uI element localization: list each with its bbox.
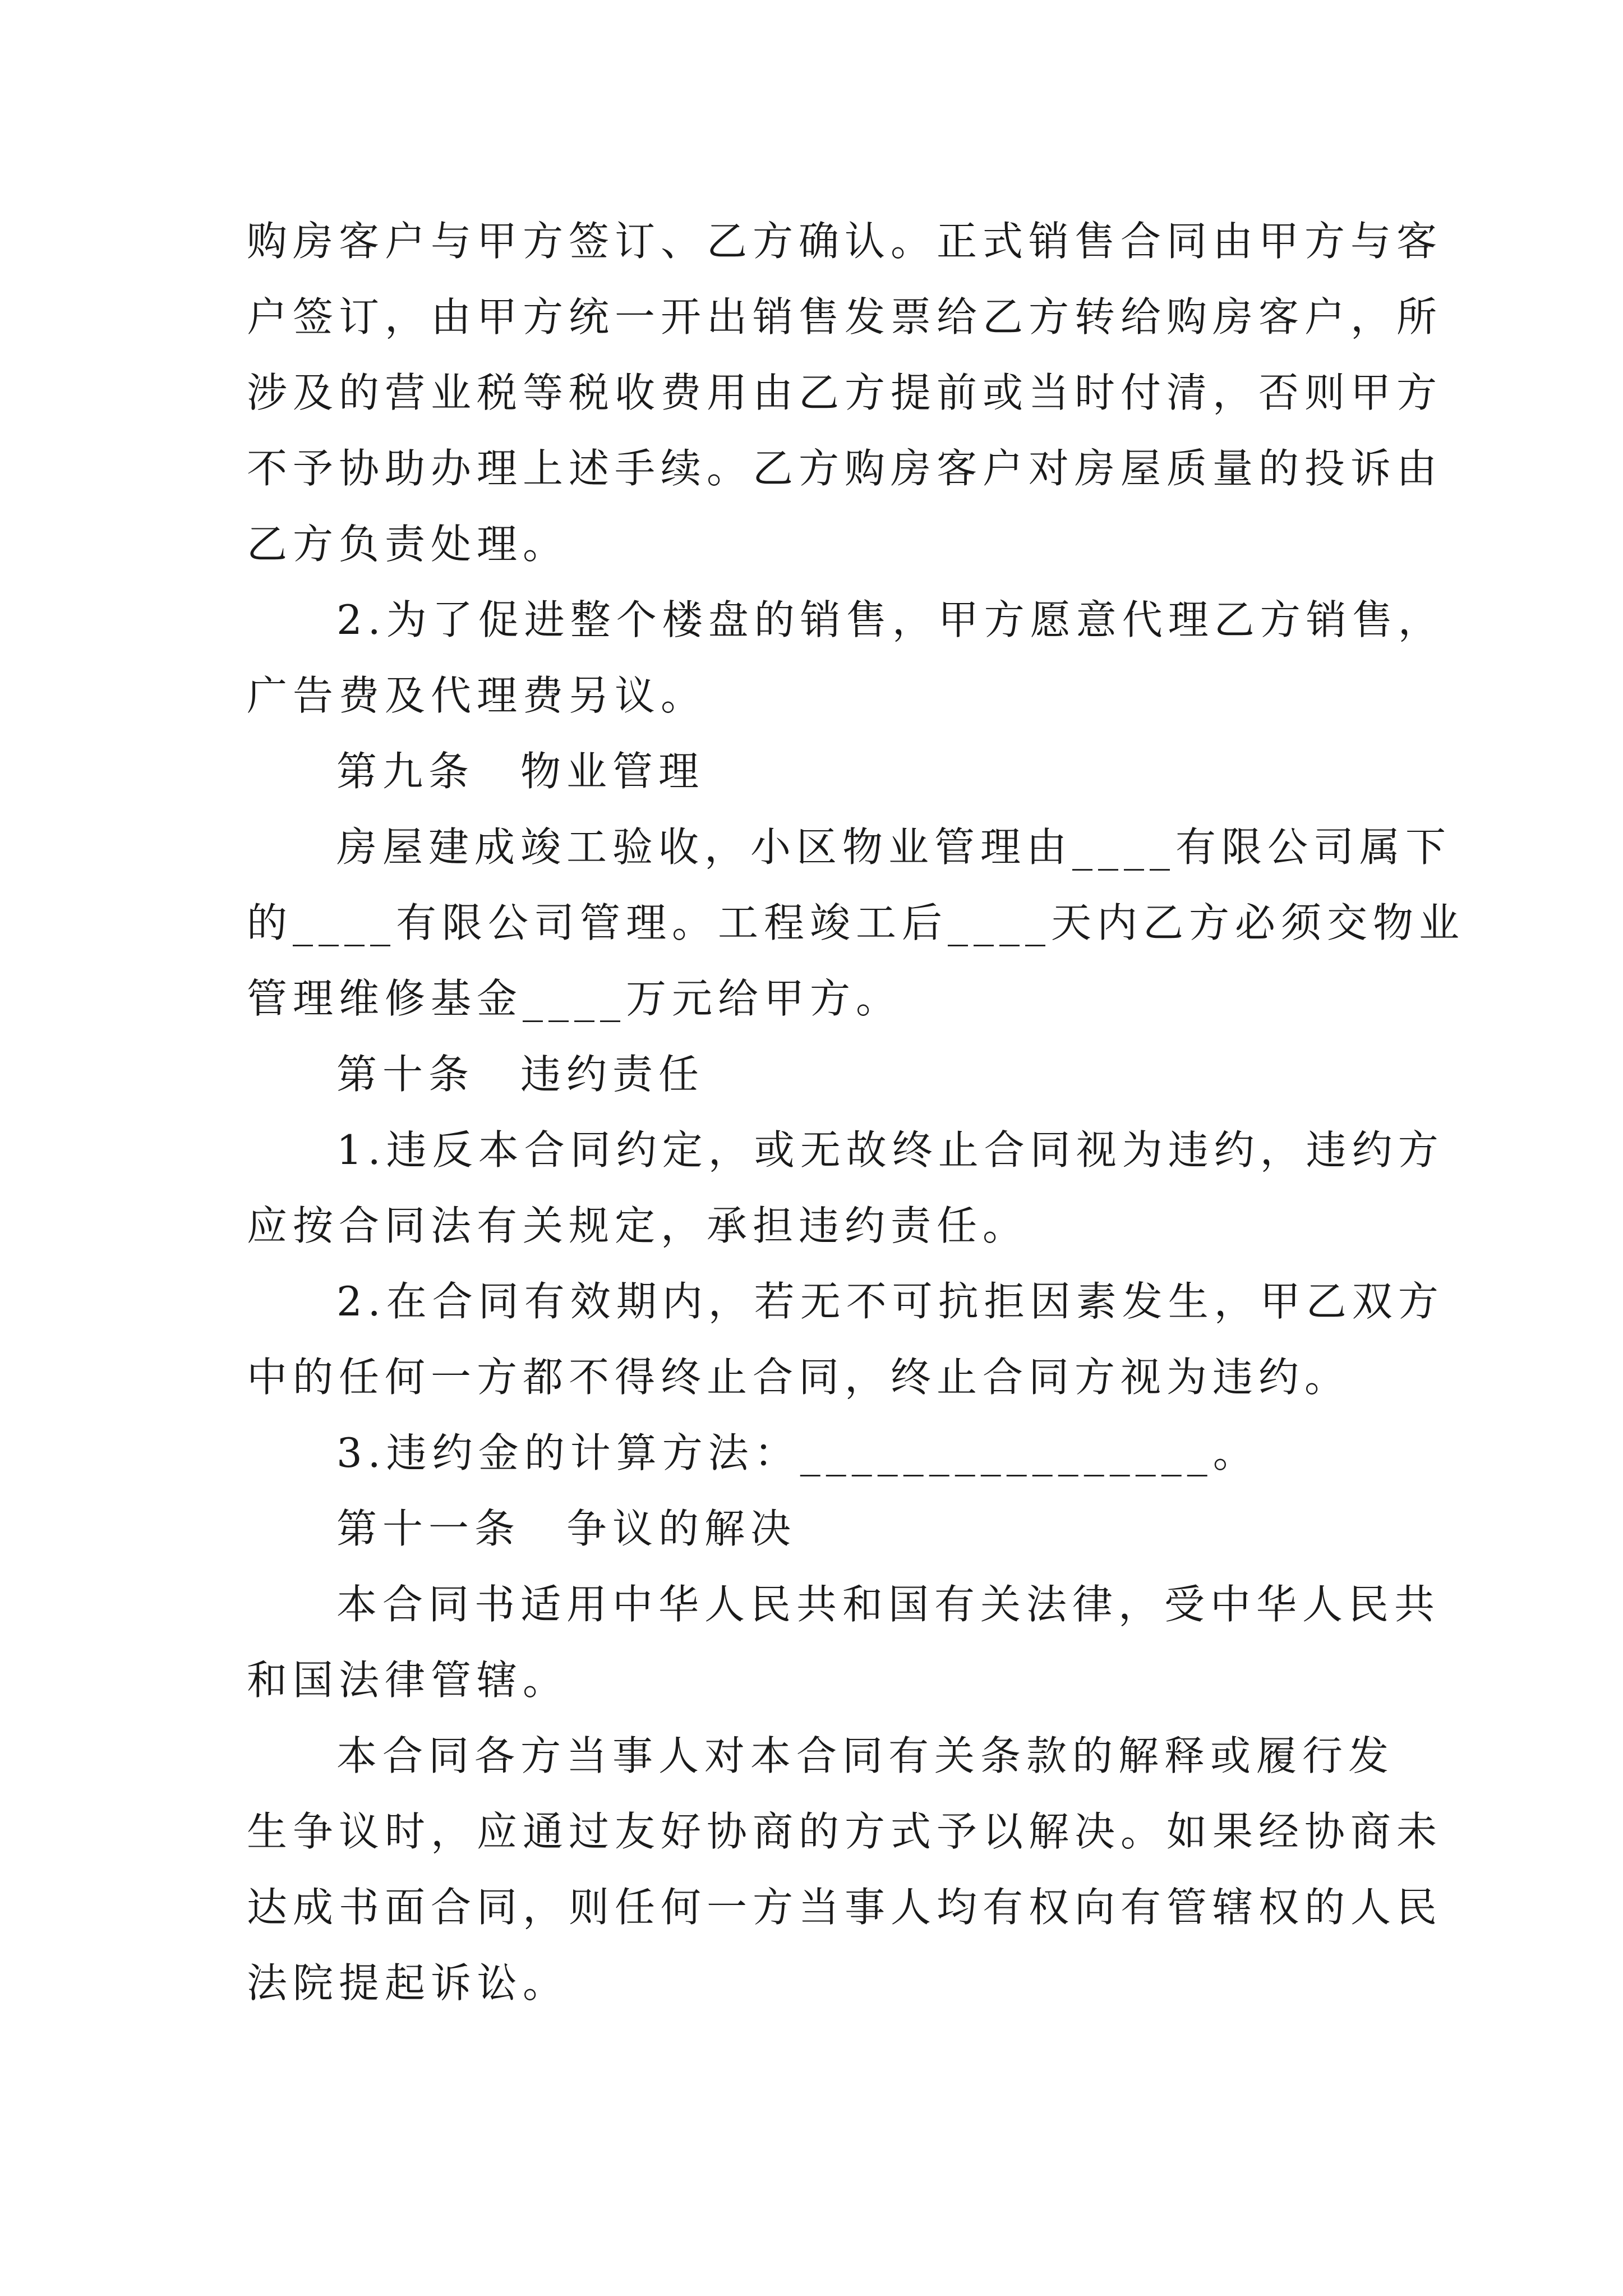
text-line: 房屋建成竣工验收，小区物业管理由____有限公司属下 [336,823,1452,871]
text-line: 中的任何一方都不得终止合同，终止合同方视为违约。 [247,1354,1351,1401]
text-line: 应按合同法有关规定，承担违约责任。 [247,1202,1029,1249]
text-line: 法院提起诉讼。 [247,1959,569,2007]
text-line: 不予协助办理上述手续。乙方购房客户对房屋质量的投诉由 [247,445,1443,492]
text-line: 户签订，由甲方统一开出销售发票给乙方转给购房客户，所 [247,293,1443,341]
text-line: 的____有限公司管理。工程竣工后____天内乙方必须交物业 [247,899,1465,946]
text-line: 广告费及代理费另议。 [247,672,707,719]
text-line: 1.违反本合同约定，或无故终止合同视为违约，违约方 [336,1126,1444,1174]
text-line: 本合同各方当事人对本合同有关条款的解释或履行发 [336,1732,1395,1779]
text-line: 购房客户与甲方签订、乙方确认。正式销售合同由甲方与客 [247,218,1443,265]
text-line: 2.在合同有效期内，若无不可抗拒因素发生，甲乙双方 [336,1278,1444,1325]
section-heading: 第十条 违约责任 [336,1051,705,1098]
text-line: 和国法律管辖。 [247,1657,569,1704]
text-line: 3.违约金的计算方法：________________。 [336,1429,1259,1476]
text-line: 本合同书适用中华人民共和国有关法律，受中华人民共 [336,1581,1441,1628]
section-heading: 第九条 物业管理 [336,748,705,795]
text-line: 乙方负责处理。 [247,521,569,568]
text-line: 2.为了促进整个楼盘的销售，甲方愿意代理乙方销售， [336,596,1444,643]
text-line: 生争议时，应通过友好协商的方式予以解决。如果经协商未 [247,1808,1443,1855]
text-line: 达成书面合同，则任何一方当事人均有权向有管辖权的人民 [247,1884,1443,1931]
text-line: 涉及的营业税等税收费用由乙方提前或当时付清，否则甲方 [247,369,1443,416]
section-heading: 第十一条 争议的解决 [336,1505,797,1552]
text-line: 管理维修基金____万元给甲方。 [247,975,902,1022]
